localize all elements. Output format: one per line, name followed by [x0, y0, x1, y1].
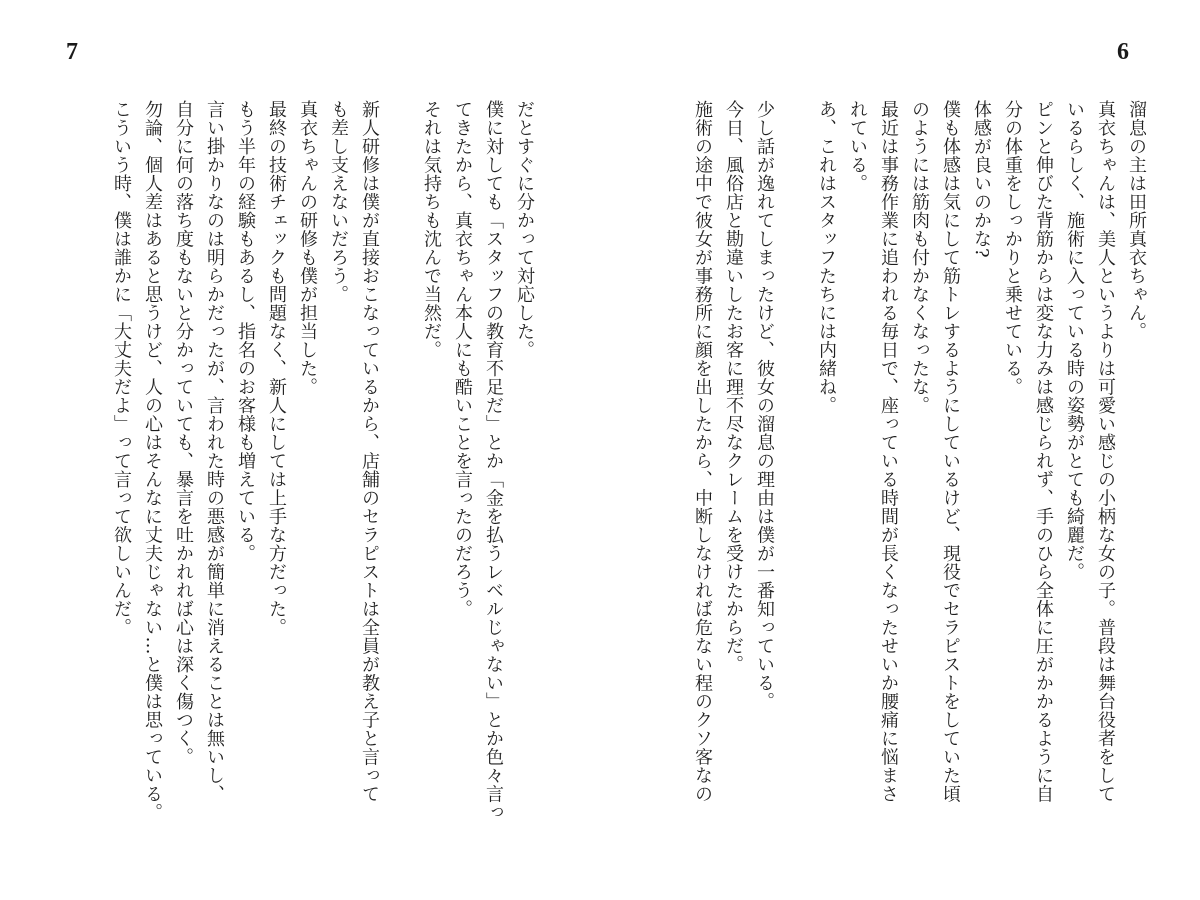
text-line: てきたから、真衣ちゃん本人にも酷いことを言ったのだろう。 [452, 100, 473, 618]
page-number-right: 6 [1117, 39, 1129, 65]
text-line: れている。 [847, 100, 868, 193]
text-line: 今日、風俗店と勘違いしたお客に理不尽なクレームを受けたからだ。 [723, 100, 744, 674]
text-line: 僕に対しても「スタッフの教育不足だ」とか「金を払うレベルじゃない」とか色々言っ [483, 100, 504, 822]
text-line: ピンと伸びた背筋からは変な力みは感じられず、手のひら全体に圧がかかるように自 [1033, 100, 1054, 803]
paragraph-gap [780, 100, 811, 860]
text-line: 施術の途中で彼女が事務所に顔を出したから、中断しなければ危ない程のクソ客なの [692, 100, 713, 803]
text-line: いるらしく、施術に入っている時の姿勢がとても綺麗だ。 [1064, 100, 1085, 581]
text-line: こういう時、僕は誰かに「大丈夫だよ」って言って欲しいんだ。 [111, 100, 132, 637]
text-line: 分の体重をしっかりと乗せている。 [1002, 100, 1023, 396]
text-line: それは気持ちも沈んで当然だ。 [421, 100, 442, 359]
page-number-left: 7 [66, 39, 78, 65]
text-line: 溜息の主は田所真衣ちゃん。 [1126, 100, 1147, 341]
text-line: 僕も体感は気にして筋トレするようにしているけど、現役でセラピストをしていた頃 [940, 100, 961, 803]
left-page-text [60, 100, 540, 860]
paragraph-gap [385, 100, 416, 860]
right-page-text [672, 100, 1152, 860]
text-line: 最終の技術チェックも問題なく、新人にしては上手な方だった。 [266, 100, 287, 637]
text-line: も差し支えないだろう。 [328, 100, 349, 304]
text-line: 新人研修は僕が直接おこなっているから、店舗のセラピストは全員が教え子と言って [359, 100, 380, 803]
text-line: のようには筋肉も付かなくなったな。 [909, 100, 930, 415]
text-line: もう半年の経験もあるし、指名のお客様も増えている。 [235, 100, 256, 563]
text-line: 言い掛かりなのは明らかだったが、言われた時の悪感が簡単に消えることは無いし、 [204, 100, 225, 803]
text-line: 体感が良いのかな? [971, 100, 992, 259]
text-line: 自分に何の落ち度もないと分かっていても、暴言を吐かれれば心は深く傷つく。 [173, 100, 194, 766]
text-line: 真衣ちゃんの研修も僕が担当した。 [297, 100, 318, 396]
text-line: 勿論、個人差はあると思うけど、人の心はそんなに丈夫じゃない…と僕は思っている。 [142, 100, 163, 822]
text-line: 最近は事務作業に追われる毎日で、座っている時間が長くなったせいか腰痛に悩まさ [878, 100, 899, 803]
text-line: だとすぐに分かって対応した。 [514, 100, 535, 359]
text-line: 少し話が逸れてしまったけど、彼女の溜息の理由は僕が一番知っている。 [754, 100, 775, 711]
text-line: あ、これはスタッフたちには内緒ね。 [816, 100, 837, 415]
text-line: 真衣ちゃんは、美人というよりは可愛い感じの小柄な女の子。普段は舞台役者をして [1095, 100, 1116, 803]
